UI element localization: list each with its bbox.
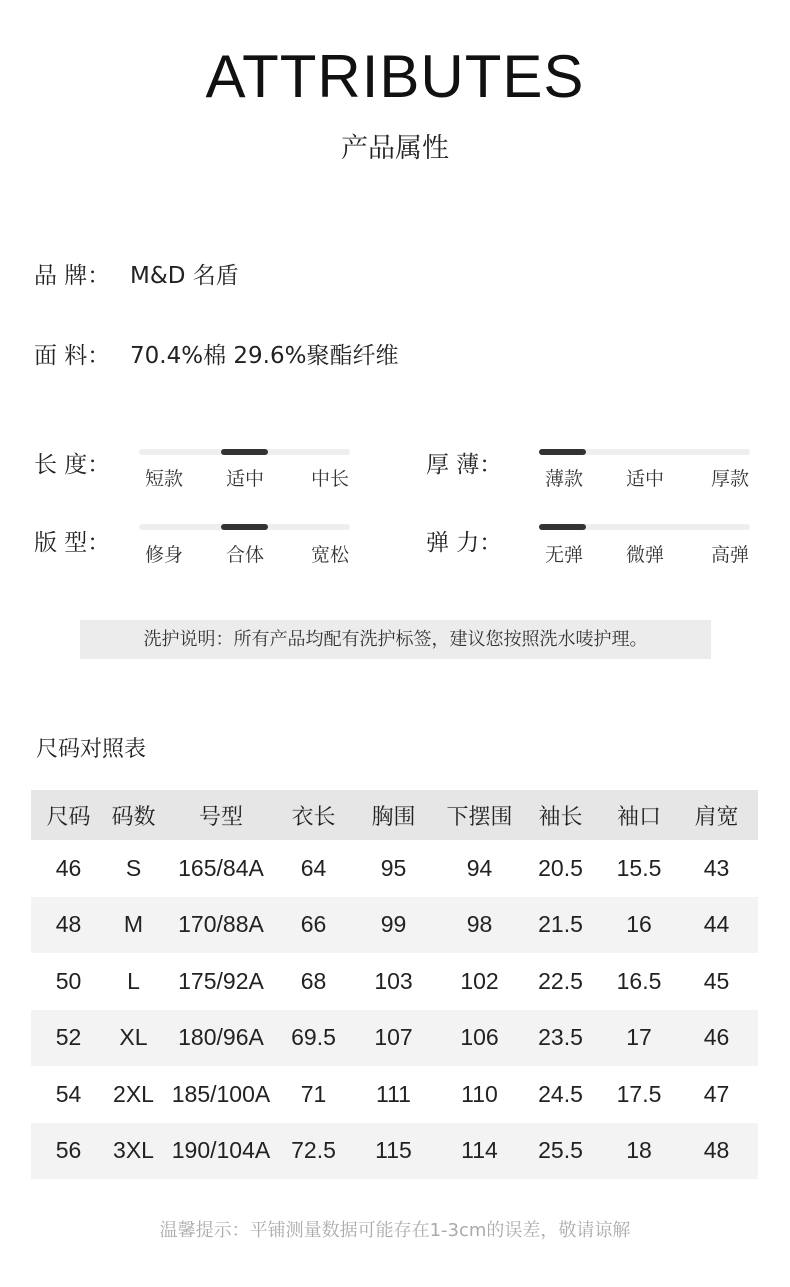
table-cell: 46 (675, 1010, 758, 1067)
column-header: 尺码 (31, 790, 106, 840)
table-cell: 111 (376, 1080, 411, 1107)
slider-length (34, 446, 110, 479)
table-cell: 71 (300, 1080, 327, 1107)
column-header: 肩宽 (675, 790, 758, 840)
slider-label: 厚 薄： (426, 452, 503, 478)
table-row (31, 1066, 758, 1123)
slider-option: 适中 (225, 468, 264, 490)
attribute-fabric (34, 337, 398, 370)
table-cell: 54 (55, 1080, 82, 1107)
slider-fit (34, 524, 110, 557)
size-chart-table (31, 790, 758, 1179)
table-cell: 47 (703, 1080, 730, 1107)
table-cell: 115 (346, 1123, 441, 1180)
table-cell: 95 (380, 854, 407, 881)
column-header: 胸围 (346, 790, 441, 840)
table-cell: 16.5 (616, 967, 662, 994)
table-cell: 15.5 (616, 854, 662, 881)
slider-track (139, 449, 350, 455)
slider-option: 短款 (144, 468, 183, 490)
table-cell: 69.5 (281, 1010, 346, 1067)
table-cell: 68 (300, 967, 327, 994)
table-cell: 50 (55, 967, 82, 994)
footer-note: 温馨提示：平铺测量数据可能存在1-3cm的误差，敬请谅解 (159, 1220, 631, 1241)
table-row (31, 897, 758, 954)
slider-option: 高弹 (710, 544, 749, 566)
care-instructions: 洗护说明：所有产品均配有洗护标签，建议您按照洗水唛护理。 (80, 620, 711, 659)
table-cell: 185/100A (171, 1080, 271, 1107)
table-cell: 66 (281, 897, 346, 954)
slider-track (539, 449, 750, 455)
slider-indicator (539, 449, 586, 455)
slider-label: 长 度： (34, 452, 111, 478)
slider-option: 修身 (144, 544, 183, 566)
table-cell: 165/84A (178, 854, 264, 881)
table-cell: L (127, 967, 140, 994)
slider-thickness (426, 446, 502, 479)
table-cell: 170/88A (161, 897, 281, 954)
table-cell: 102 (460, 967, 499, 994)
slider-option: 宽松 (310, 544, 349, 566)
table-header-row (31, 790, 758, 840)
slider-track (539, 524, 750, 530)
slider-option: 中长 (310, 468, 349, 490)
table-cell: 17 (603, 1010, 675, 1067)
attribute-brand (34, 257, 239, 290)
table-cell: 64 (300, 854, 327, 881)
slider-indicator (221, 524, 268, 530)
attribute-value: 70.4%棉 29.6%聚酯纤维 (130, 343, 399, 369)
slider-track (139, 524, 350, 530)
size-chart-title: 尺码对照表 (36, 737, 147, 762)
slider-indicator (539, 524, 586, 530)
table-cell: 22.5 (538, 967, 583, 994)
slider-option: 无弹 (544, 544, 583, 566)
table-cell: 103 (374, 967, 413, 994)
table-cell: 98 (441, 897, 518, 954)
table-cell: 99 (346, 897, 441, 954)
table-cell: 2XL (113, 1080, 154, 1107)
table-row (31, 840, 758, 897)
table-cell: S (125, 854, 142, 881)
table-cell: M (106, 897, 161, 954)
table-cell: 114 (441, 1123, 518, 1180)
slider-option: 合体 (225, 544, 264, 566)
table-cell: 20.5 (538, 854, 583, 881)
slider-option: 微弹 (625, 544, 664, 566)
attribute-value: M&D 名盾 (130, 263, 239, 289)
column-header: 袖口 (603, 790, 675, 840)
table-cell: 56 (31, 1123, 106, 1180)
table-cell: 48 (31, 897, 106, 954)
table-cell: 44 (675, 897, 758, 954)
slider-option: 适中 (625, 468, 664, 490)
table-cell: 110 (461, 1080, 498, 1107)
table-cell: 43 (703, 854, 730, 881)
column-header: 衣长 (281, 790, 346, 840)
table-cell: 52 (31, 1010, 106, 1067)
table-row (31, 953, 758, 1010)
table-cell: 94 (466, 854, 493, 881)
column-header: 下摆围 (441, 790, 518, 840)
table-cell: 25.5 (518, 1123, 603, 1180)
slider-option: 厚款 (710, 468, 749, 490)
table-cell: 107 (346, 1010, 441, 1067)
table-cell: 180/96A (161, 1010, 281, 1067)
table-cell: 46 (55, 854, 82, 881)
table-cell: 24.5 (538, 1080, 583, 1107)
table-cell: XL (106, 1010, 161, 1067)
slider-label: 版 型： (34, 530, 111, 556)
slider-option: 薄款 (544, 468, 583, 490)
column-header: 码数 (106, 790, 161, 840)
page-subtitle: 产品属性 (341, 133, 449, 164)
table-cell: 72.5 (281, 1123, 346, 1180)
slider-indicator (221, 449, 268, 455)
column-header: 号型 (161, 790, 281, 840)
slider-label: 弹 力： (426, 530, 503, 556)
table-cell: 106 (441, 1010, 518, 1067)
table-cell: 48 (675, 1123, 758, 1180)
table-cell: 175/92A (178, 967, 264, 994)
table-cell: 18 (603, 1123, 675, 1180)
table-cell: 17.5 (616, 1080, 662, 1107)
table-cell: 16 (603, 897, 675, 954)
slider-elasticity (426, 524, 502, 557)
table-cell: 3XL (106, 1123, 161, 1180)
table-row (31, 1123, 758, 1180)
attribute-label: 品 牌： (34, 263, 111, 289)
table-cell: 23.5 (518, 1010, 603, 1067)
table-row (31, 1010, 758, 1067)
table-cell: 45 (703, 967, 730, 994)
page-title: ATTRIBUTES (205, 43, 585, 110)
table-cell: 21.5 (518, 897, 603, 954)
column-header: 袖长 (518, 790, 603, 840)
attribute-label: 面 料： (34, 343, 111, 369)
table-cell: 190/104A (161, 1123, 281, 1180)
